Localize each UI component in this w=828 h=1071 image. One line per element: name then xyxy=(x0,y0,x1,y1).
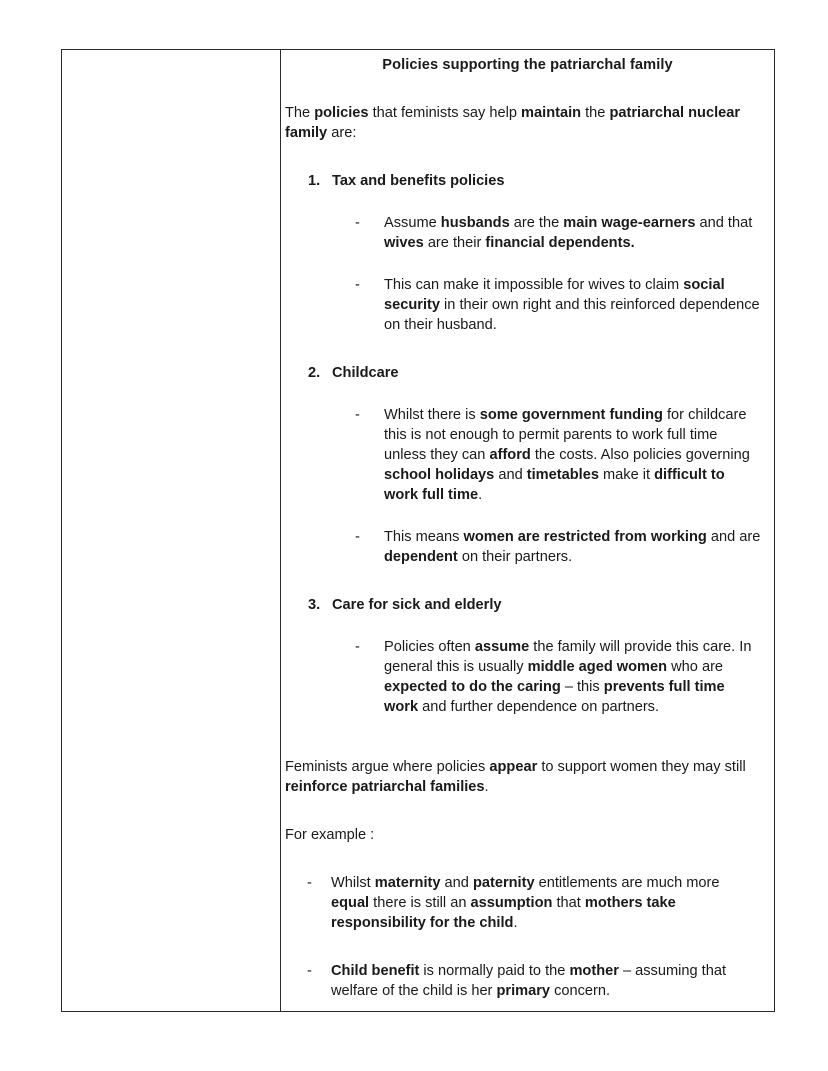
dash-bullet-item xyxy=(281,873,774,933)
text-run: – this xyxy=(560,679,604,695)
bullet-text xyxy=(384,407,750,503)
text-run: the xyxy=(581,105,610,121)
bold-text-run: maternity xyxy=(374,875,441,891)
text-run: Policies often xyxy=(384,639,475,655)
text-run: there is still an xyxy=(369,895,471,911)
text-run: in their own right and this reinforced dependence on their husband. xyxy=(384,297,760,333)
text-run: Whilst there is xyxy=(384,407,480,423)
bold-text-run: maintain xyxy=(521,105,582,121)
bold-text-run: women are restricted from working xyxy=(463,529,707,545)
bold-text-run: social security xyxy=(384,277,725,313)
spacer xyxy=(281,383,774,405)
text-run: make it xyxy=(598,467,655,483)
list-number-marker: 3. xyxy=(308,597,321,613)
bold-text-run: husbands xyxy=(440,215,510,231)
bullet-dash-marker: - xyxy=(355,529,360,545)
spacer xyxy=(281,335,774,363)
text-run: and xyxy=(440,875,473,891)
text-run: and xyxy=(494,467,527,483)
bullet-dash-marker: - xyxy=(307,875,312,891)
section-heading-text: Tax and benefits policies xyxy=(332,173,505,189)
bold-text-run: assume xyxy=(474,639,530,655)
spacer xyxy=(281,191,774,213)
text-run: Feminists argue where policies xyxy=(285,759,490,775)
spacer xyxy=(281,845,774,873)
table-row xyxy=(62,50,775,1012)
bold-text-run: wives xyxy=(384,235,424,251)
spacer xyxy=(281,933,774,961)
bold-text-run: reinforce patriarchal families xyxy=(285,779,485,795)
dash-bullet-item xyxy=(281,275,774,335)
text-run: This means xyxy=(384,529,464,545)
bullet-text xyxy=(384,639,751,715)
bullet-text xyxy=(331,875,720,931)
spacer xyxy=(281,143,774,171)
text-run: entitlements are much more xyxy=(534,875,720,891)
example-lead-paragraph xyxy=(281,825,774,845)
text-run: on their partners. xyxy=(457,549,573,565)
dash-bullet-item xyxy=(281,405,774,505)
bold-text-run: afford xyxy=(489,447,531,463)
numbered-section-heading xyxy=(281,171,774,191)
intro-paragraph xyxy=(281,103,774,143)
bullet-dash-marker: - xyxy=(355,215,360,231)
spacer xyxy=(281,615,774,637)
numbered-section-heading xyxy=(281,595,774,615)
bold-text-run: financial dependents. xyxy=(485,235,635,251)
bold-text-run: expected to do the caring xyxy=(384,679,561,695)
bold-text-run: middle aged women xyxy=(527,659,668,675)
bold-text-run: mother xyxy=(569,963,619,979)
bold-text-run: difficult to work full time xyxy=(384,467,725,503)
text-run: are: xyxy=(327,125,357,141)
bullet-dash-marker: - xyxy=(355,277,360,293)
section-heading-text: Care for sick and elderly xyxy=(332,597,502,613)
text-run: are their xyxy=(423,235,486,251)
text-run: that feminists say help xyxy=(368,105,522,121)
text-run: concern. xyxy=(550,983,611,999)
text-run: that xyxy=(552,895,585,911)
bold-text-run: prevents full time work xyxy=(384,679,725,715)
bold-text-run: timetables xyxy=(526,467,599,483)
bold-text-run: assumption xyxy=(470,895,553,911)
bold-text-run: appear xyxy=(489,759,538,775)
text-run: – assuming that welfare of the child is her xyxy=(331,963,727,999)
text-run: . xyxy=(478,487,483,503)
text-run: Whilst xyxy=(331,875,375,891)
dash-bullet-item xyxy=(281,213,774,253)
bullet-dash-marker: - xyxy=(355,407,360,423)
spacer xyxy=(281,567,774,595)
text-run: for childcare this is not enough to permit parents to work full time unless they can xyxy=(384,407,747,463)
bold-text-run: school holidays xyxy=(384,467,495,483)
text-run: is normally paid to the xyxy=(419,963,570,979)
text-run: The xyxy=(285,105,315,121)
document-table xyxy=(61,49,775,1012)
spacer xyxy=(281,717,774,757)
spacer xyxy=(281,253,774,275)
list-number-marker: 1. xyxy=(308,173,321,189)
text-run: . xyxy=(484,779,489,795)
text-run: to support women they may still xyxy=(537,759,746,775)
text-run: Assume xyxy=(384,215,441,231)
list-number-marker: 2. xyxy=(308,365,321,381)
spacer xyxy=(281,505,774,527)
page-title: Policies supporting the patriarchal family xyxy=(382,57,673,73)
bullet-text xyxy=(384,277,760,333)
notes-column-cell[interactable] xyxy=(62,50,281,1012)
bold-text-run: primary xyxy=(496,983,551,999)
bullet-text xyxy=(384,529,760,565)
bold-text-run: Child benefit xyxy=(331,963,420,979)
bold-text-run: main wage-earners xyxy=(563,215,696,231)
bold-text-run: patriarchal nuclear family xyxy=(285,105,741,141)
bold-text-run: mothers take responsibility for the child xyxy=(331,895,676,931)
section-heading-text: Childcare xyxy=(332,365,399,381)
dash-bullet-item xyxy=(281,961,774,1001)
closing-paragraph xyxy=(281,757,774,797)
numbered-sections-list xyxy=(281,171,774,717)
bullet-dash-marker: - xyxy=(355,639,360,655)
bold-text-run: policies xyxy=(314,105,369,121)
text-run: the costs. Also policies governing xyxy=(530,447,750,463)
text-run: For example : xyxy=(285,827,375,843)
bold-text-run: dependent xyxy=(384,549,458,565)
text-run: This can make it impossible for wives to claim xyxy=(384,277,684,293)
text-run: and that xyxy=(695,215,753,231)
dash-bullet-item xyxy=(281,637,774,717)
text-run: and are xyxy=(706,529,761,545)
spacer xyxy=(281,797,774,825)
text-run: and further dependence on partners. xyxy=(418,699,660,715)
example-bullet-list xyxy=(281,873,774,1001)
content-column-cell xyxy=(281,50,775,1012)
text-run: are the xyxy=(509,215,564,231)
text-run: the family will provide this care. In general this is usually xyxy=(384,639,752,675)
bold-text-run: some government funding xyxy=(479,407,663,423)
spacer xyxy=(281,75,774,103)
bullet-text xyxy=(331,963,726,999)
bold-text-run: paternity xyxy=(472,875,535,891)
numbered-section-heading xyxy=(281,363,774,383)
text-run: . xyxy=(513,915,518,931)
bullet-dash-marker: - xyxy=(307,963,312,979)
text-run: who are xyxy=(667,659,724,675)
dash-bullet-item xyxy=(281,527,774,567)
bullet-text xyxy=(384,215,752,251)
bold-text-run: equal xyxy=(331,895,370,911)
